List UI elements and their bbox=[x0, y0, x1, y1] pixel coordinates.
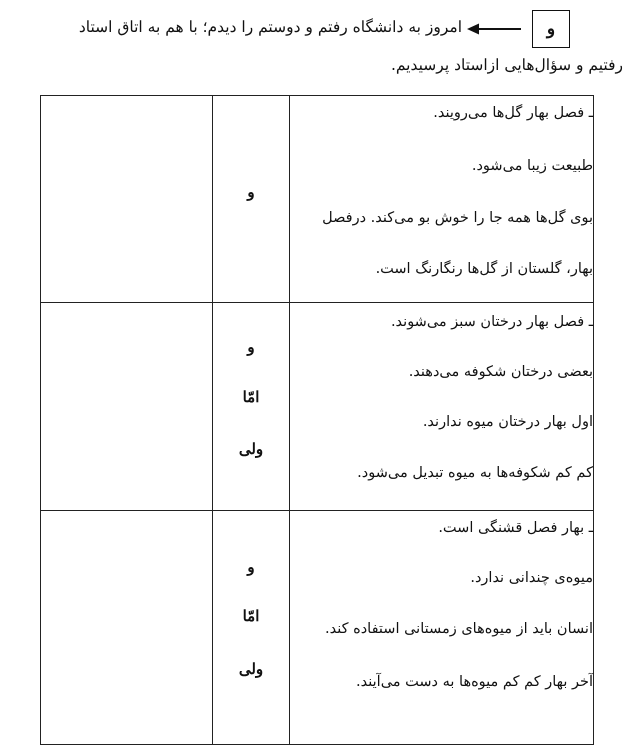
row3-sentence-4: آخر بهار کم کم میوه‌ها به دست می‌آیند. bbox=[356, 674, 593, 690]
row1-sentence-1: ـ فصل بهار گل‌ها می‌رویند. bbox=[433, 105, 593, 121]
row3-sentence-3: انسان باید از میوه‌های زمستانی استفاده کند. bbox=[325, 621, 593, 637]
row3-conjunction-3: ولی bbox=[238, 660, 264, 678]
row3-sentence-1: ـ بهار فصل قشنگی است. bbox=[438, 520, 593, 536]
table-column-divider-left bbox=[212, 95, 213, 745]
left-arrow-icon bbox=[465, 22, 523, 36]
intro-sentence-line2: رفتیم و سؤال‌هایی ازاستاد پرسیدیم. bbox=[390, 56, 623, 74]
row3-conjunction-1: و bbox=[247, 558, 255, 576]
intro-sentence-line1: امروز به دانشگاه رفتم و دوستم را دیدم؛ با هم به اتاق استاد bbox=[78, 18, 462, 36]
row2-conjunction-1: و bbox=[247, 338, 255, 356]
row3-sentence-2: میوه‌ی چندانی ندارد. bbox=[470, 570, 593, 586]
table-row-divider-2 bbox=[40, 510, 594, 511]
row2-sentence-4: کم کم شکوفه‌ها به میوه تبدیل می‌شود. bbox=[357, 465, 593, 481]
row1-conjunction-1: و bbox=[247, 183, 255, 201]
row1-sentence-3: بوی گل‌ها همه جا را خوش بو می‌کند. درفصل bbox=[322, 210, 593, 226]
example-conjunction-box bbox=[532, 10, 570, 48]
row2-sentence-1: ـ فصل بهار درختان سبز می‌شوند. bbox=[390, 314, 593, 330]
example-conjunction-label: و bbox=[546, 19, 556, 39]
row2-conjunction-3: ولی bbox=[238, 440, 264, 458]
table-column-divider-right bbox=[289, 95, 290, 745]
row3-conjunction-2: امّا bbox=[242, 607, 260, 625]
table-row-divider-1 bbox=[40, 302, 594, 303]
row2-sentence-3: اول بهار درختان میوه ندارند. bbox=[422, 414, 593, 430]
row2-sentence-2: بعضی درختان شکوفه می‌دهند. bbox=[408, 364, 593, 380]
row2-conjunction-2: امّا bbox=[242, 388, 260, 406]
row1-sentence-4: بهار، گلستان از گل‌ها رنگارنگ است. bbox=[375, 261, 593, 277]
row1-sentence-2: طبیعت زیبا می‌شود. bbox=[471, 158, 593, 174]
